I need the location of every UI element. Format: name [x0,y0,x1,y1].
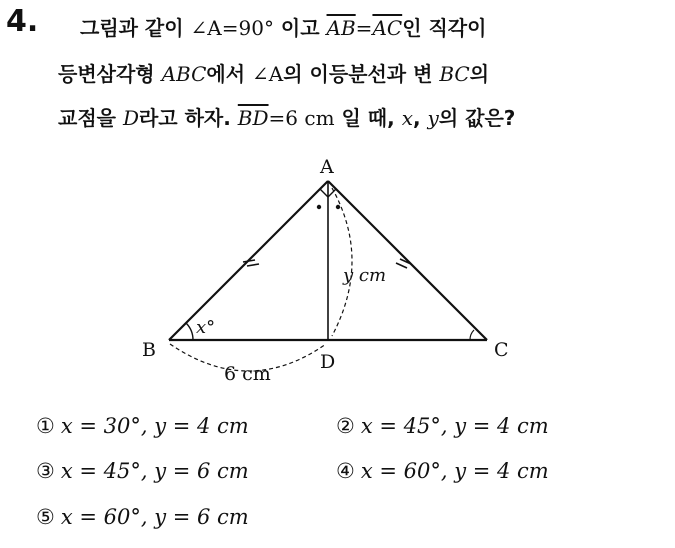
option-3[interactable] [36,459,249,483]
option-text: x = 45°, y = 6 cm [60,459,249,483]
label-y: y cm [343,265,387,286]
option-text: x = 45°, y = 4 cm [360,414,549,438]
option-text: x = 30°, y = 4 cm [60,414,249,438]
dashed-arc-y [332,188,352,336]
bd-value: =6 cm [268,106,335,130]
tick-ab-1 [243,260,255,262]
label-bd: 6 cm [224,363,271,385]
text: 라고 하자. [138,106,238,130]
question-number: 4. [6,4,39,39]
equals: = [355,16,373,40]
var-y: y [427,106,439,130]
label-x: x° [196,317,216,338]
marker: ③ [36,459,55,483]
angle-a-90: ∠A=90° [190,16,274,40]
angle-dot-left [317,205,321,209]
option-text: x = 60°, y = 6 cm [60,505,249,529]
angle-arc-c [470,330,474,340]
segment-bd: $\overline{BD}$ [237,106,269,130]
text: 교점을 [58,106,123,130]
segment-ab: $\overline{AB}$ [326,16,356,40]
text: 의 이등분선과 변 [283,62,440,86]
label-d: D [320,351,336,373]
text: , [412,106,428,130]
marker: ① [36,414,55,438]
side-ac [328,181,487,340]
angle-arc-b [186,323,193,340]
option-4[interactable] [336,459,549,483]
text: 의 [469,62,490,86]
text: 그림과 같이 [80,16,191,40]
option-text: x = 60°, y = 4 cm [360,459,549,483]
point-d: D [122,106,139,130]
label-a: A [320,156,334,178]
var-x: x [401,106,413,130]
text: 일 때, [334,106,402,130]
text: 에서 [206,62,253,86]
marker: ⑤ [36,505,55,529]
text: 등변삼각형 [58,62,162,86]
tick-ab-2 [247,264,259,266]
text: 인 직각이 [402,16,487,40]
tick-ac-2 [396,263,407,268]
marker: ② [336,414,355,438]
segment-ac: $\overline{AC}$ [372,16,403,40]
triangle-abc: ABC [161,62,207,86]
option-2[interactable] [336,414,549,438]
option-5[interactable] [36,505,249,529]
label-b: B [142,339,156,361]
side-bc: BC [439,62,470,86]
text: 이고 [273,16,327,40]
angle-a: ∠A [252,62,284,86]
label-c: C [494,339,509,361]
option-1[interactable] [36,414,249,438]
text: 의 값은? [438,106,516,130]
angle-dot-right [336,205,340,209]
marker: ④ [336,459,355,483]
